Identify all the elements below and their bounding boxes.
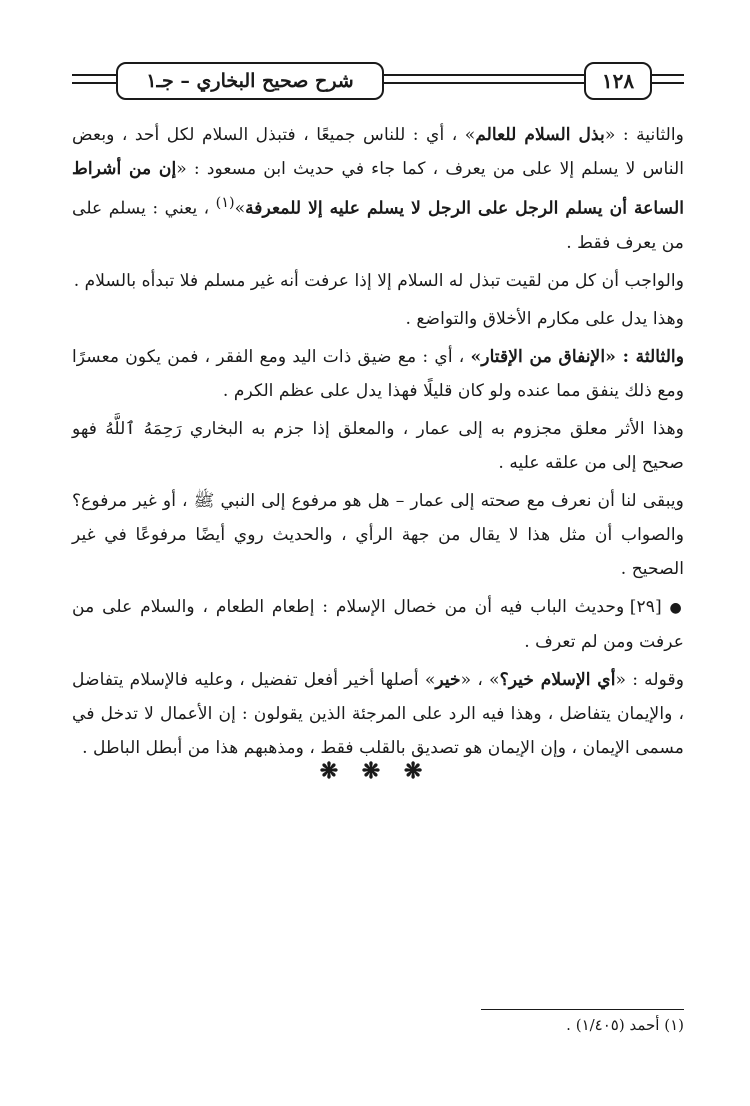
text-run: وقوله : « xyxy=(615,669,684,690)
hadith-text: إن من أشراط الساعة أن يسلم الرجل على الرجل لا يسلم عليه إلا للمعرفة xyxy=(72,159,684,219)
text-run: » ، « xyxy=(460,669,500,690)
quoted-text: خير xyxy=(435,669,461,690)
paragraph-third-virtue xyxy=(72,340,684,408)
footnote-reference: (١) xyxy=(215,195,235,211)
paragraph: ويبقى لنا أن نعرف مع صحته إلى عمار – هل هو مرفوع إلى النبي ﷺ ، أو غير مرفوع؟ والصواب أن مثل هذا لا يقال من جهة الرأي ، والحديث روي أيضًا مرفوعًا في غير الصحيح . xyxy=(72,490,684,579)
text-run: » ، أي : للناس جميعًا ، فتبذل السلام لكل أحد ، وبعض الناس لا يسلم إلا على من يعرف ، كما جاء في حديث ابن مسعود : « xyxy=(72,125,684,179)
bullet-icon: ● xyxy=(669,599,684,616)
paragraph: وهذا يدل على مكارم الأخلاق والتواضع . xyxy=(405,308,684,329)
footnote-rule xyxy=(481,1009,684,1010)
text-run: ، أي : مع ضيق ذات اليد ومع الفقر ، فمن يكون معسرًا ومع ذلك ينفق مما عنده ولو كان قليلًا فهذا يدل على عظم الكرم . xyxy=(72,346,684,401)
paragraph-second-virtue xyxy=(72,118,684,260)
text-run: » أصلها أخير أفعل تفضيل ، وعليه فالإسلام يتفاضل ، والإيمان يتفاضل ، وهذا فيه الرد على المرجئة الذين يقولون : إن الأعمال لا تدخل في مسمى الإيمان ، وإن الإيمان هو تصديق بالقلب فقط ، ومذهبهم هذا من أبطل الباطل . xyxy=(72,669,684,758)
running-header xyxy=(72,60,684,100)
footnote: (١) أحمد (١/٤٠٥) . xyxy=(566,1016,684,1034)
section-separator: ❋ ❋ ❋ xyxy=(319,758,431,784)
book-title: شرح صحيح البخاري – جـ١ xyxy=(116,62,384,100)
paragraph-best-islam xyxy=(72,663,684,765)
text-run: ، يعني : يسلم على من يعرف فقط . xyxy=(72,198,684,253)
quoted-text: والثالثة : «الإنفاق من الإقتار» xyxy=(470,346,685,367)
paragraph: والواجب أن كل من لقيت تبذل له السلام إلا إذا عرفت أنه غير مسلم فلا تبدأه بالسلام . xyxy=(73,270,684,291)
paragraph: وهذا الأثر معلق مجزوم به إلى عمار ، والمعلق إذا جزم به البخاري رَحِمَهُ ٱللَّهُ فهو صحيح إلى من علقه عليه . xyxy=(72,418,684,473)
text-run: [٢٩] وحديث الباب فيه أن من خصال الإسلام : إطعام الطعام ، والسلام على من عرفت ومن لم تعرف . xyxy=(72,596,684,652)
page-body xyxy=(72,118,684,769)
paragraph-bulleted xyxy=(72,590,684,659)
text-run: والثانية : « xyxy=(604,125,684,145)
quoted-text: أي الإسلام خير؟ xyxy=(499,669,616,690)
text-run: » xyxy=(234,198,246,219)
quoted-text: بذل السلام للعالم xyxy=(475,125,605,145)
page-number: ١٢٨ xyxy=(584,62,652,100)
